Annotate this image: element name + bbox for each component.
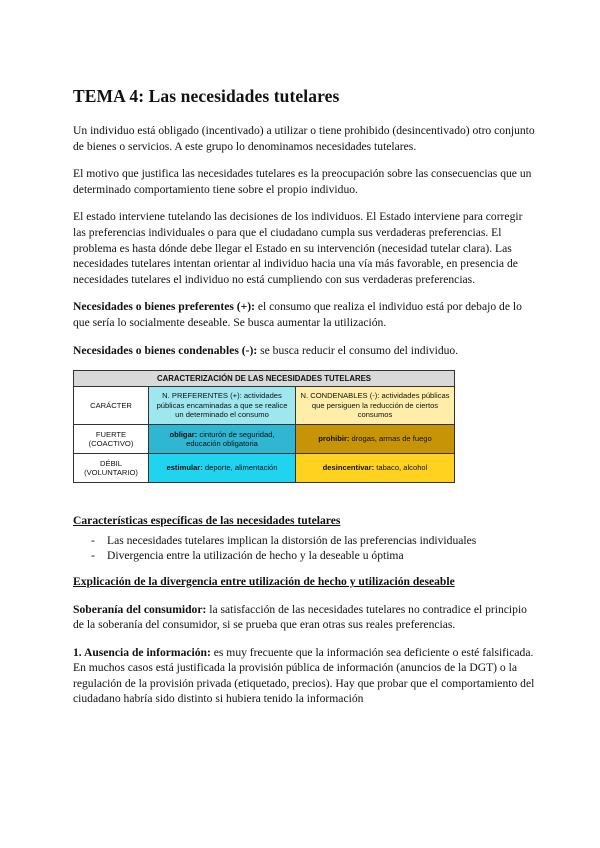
intro-paragraph: Un individuo está obligado (incentivado) a utilizar o tiene prohibido (desincentivado) otro conjunto de bienes o servicios. A este grupo lo denominamos necesidades tutelares. <box>73 124 535 153</box>
header-preferentes: N. PREFERENTES (+): actividades públicas encaminadas a que se realice un determinado el consumo <box>149 387 296 425</box>
characterization-table-wrapper <box>73 370 535 483</box>
cell-fuerte-preferentes <box>149 425 296 454</box>
row-label-fuerte <box>74 425 149 454</box>
table-title-row <box>74 371 455 387</box>
soberania-paragraph <box>73 602 535 633</box>
condenables-text: se busca reducir el consumo del individuo. <box>257 343 459 357</box>
condenables-label: Necesidades o bienes condenables (-): <box>73 343 258 357</box>
motive-paragraph: El motivo que justifica las necesidades tutelares es la preocupación sobre las consecuencias que un determinado comportamiento tiene sobre el propio individuo. <box>73 167 532 196</box>
ausencia-text: es muy frecuente que la información sea deficiente o esté falsificada. En muchos casos está justificada la provisión pública de información (anuncios de la DGT) o la regulación de la provisión privada (etiquetado, precios). Hay que probar que el comportamiento del ciudadano habría sido distinto si hubiera tenido la información <box>73 645 535 706</box>
list-item: - Divergencia entre la utilización de hecho y la deseable u óptima <box>91 548 535 564</box>
row-label-fuerte-2: (COACTIVO) <box>88 439 134 449</box>
cell-fuerte-pref-bold: obligar: <box>169 429 198 439</box>
soberania-label: Soberanía del consumidor: <box>73 602 207 616</box>
caracteristicas-list <box>73 533 535 564</box>
cell-debil-cond-text: tabaco, alcohol <box>374 463 428 473</box>
row-label-fuerte-1: FUERTE <box>95 429 127 439</box>
cell-debil-condenables <box>296 454 455 483</box>
cell-debil-preferentes <box>149 454 296 483</box>
row-label-debil-2: (VOLUNTARIO) <box>84 468 138 478</box>
header-caracter: CARÁCTER <box>74 387 149 425</box>
table-row-fuerte <box>74 425 455 454</box>
cell-debil-pref-text: deporte, alimentación <box>202 463 278 473</box>
cell-debil-pref-bold: estimular: <box>166 463 203 473</box>
state-paragraph: El estado interviene tutelando las decisiones de los individuos. El Estado interviene para corregir las preferencias individuales o para que el ciudadano cumpla sus verdaderas preferencias. El problema es hasta dónde debe llegar el Estado en su intervención (necesidad tutelar clara). Las necesidades tutelares intentan orientar al individuo hacia una vía más favorable, en presencia de necesidades tutelares el individuo no está cumpliendo con sus verdaderas preferencias. <box>73 210 523 286</box>
table-header-row <box>74 387 455 425</box>
cell-fuerte-condenables <box>296 425 455 454</box>
condenables-paragraph <box>73 343 535 359</box>
list-item: - Las necesidades tutelares implican la distorsión de las preferencias individuales <box>91 533 535 549</box>
ausencia-paragraph <box>73 645 535 707</box>
cell-fuerte-pref-text: cinturón de seguridad, educación obligatoria <box>186 429 275 449</box>
preferentes-text: el consumo que realiza el individuo está por debajo de lo que sería lo socialmente deseable. Se busca aumentar la utilización. <box>73 300 522 329</box>
section-title-caracteristicas: Características específicas de las necesidades tutelares <box>73 514 341 528</box>
document-body <box>73 86 535 719</box>
cell-debil-cond-bold: desincentivar: <box>322 463 375 473</box>
cell-fuerte-cond-text: drogas, armas de fuego <box>349 434 432 444</box>
section-title-explicacion: Explicación de la divergencia entre utilización de hecho y utilización deseable <box>73 574 455 588</box>
row-label-debil <box>74 454 149 483</box>
page-title: TEMA 4: Las necesidades tutelares <box>73 86 340 106</box>
table-row-debil <box>74 454 455 483</box>
ausencia-label: 1. Ausencia de información: <box>73 645 211 659</box>
preferentes-paragraph <box>73 299 535 330</box>
soberania-text: la satisfacción de las necesidades tutelares no contradice el principio de la soberanía del consumidor, si se prueba que eran otras sus reales preferencias. <box>73 602 527 632</box>
table-title: CARACTERIZACIÓN DE LAS NECESIDADES TUTELARES <box>74 371 455 387</box>
row-label-debil-1: DÉBIL <box>100 458 122 468</box>
preferentes-label: Necesidades o bienes preferentes (+): <box>73 300 255 314</box>
cell-fuerte-cond-bold: prohibir: <box>318 434 350 444</box>
characterization-table <box>73 370 455 483</box>
header-condenables: N. CONDENABLES (-): actividades públicas que persiguen la reducción de ciertos consumos <box>296 387 455 425</box>
